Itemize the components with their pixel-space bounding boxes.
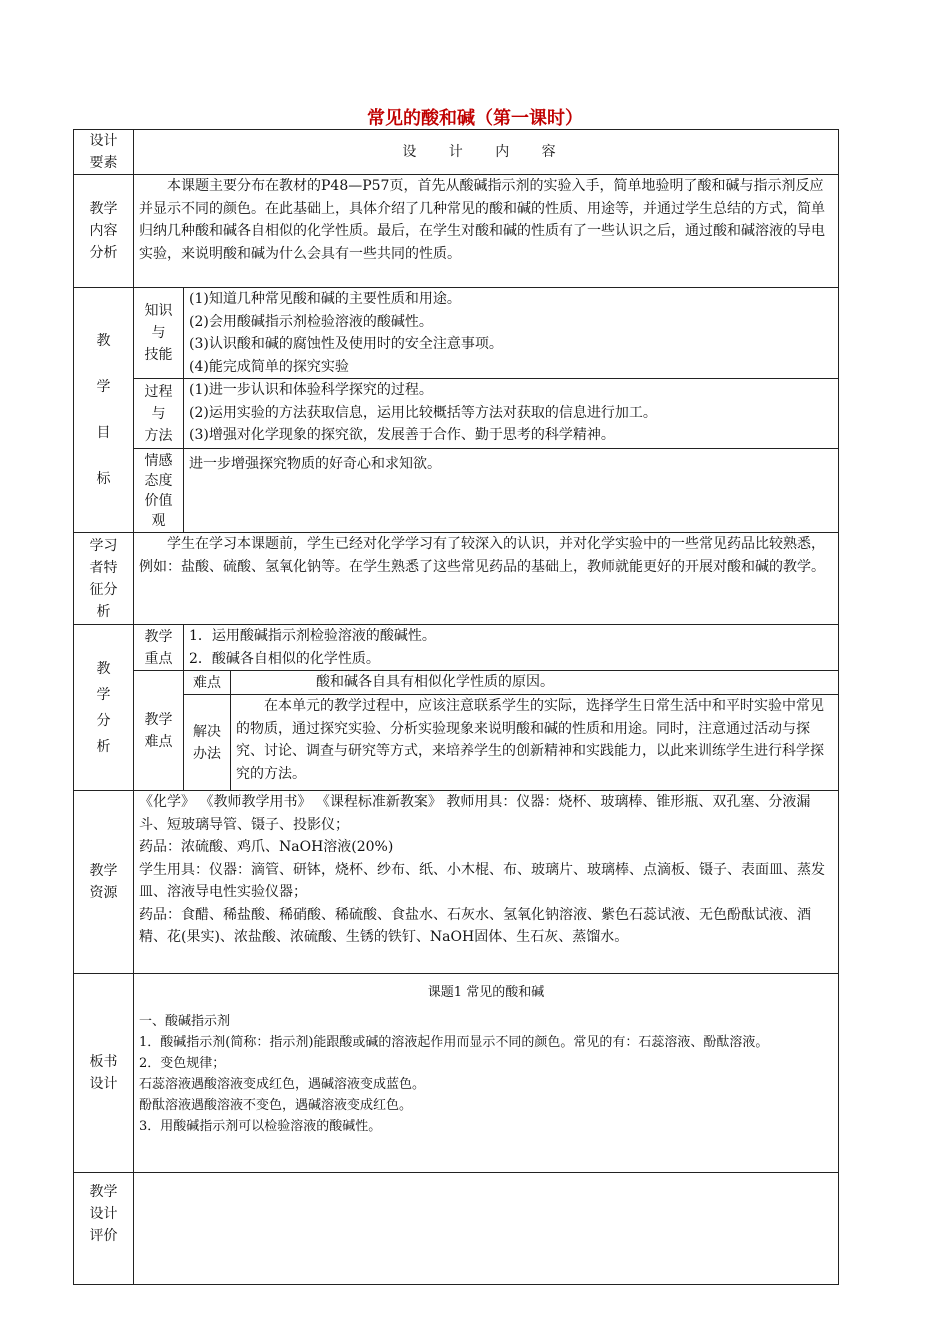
hard-label: 难点 — [184, 671, 231, 695]
header-content: 设 计 内 容 — [134, 130, 839, 175]
content-analysis-label: 教学 内容 分析 — [74, 175, 134, 288]
learner-label: 学习 者特 征分 析 — [74, 533, 134, 625]
page-title: 常见的酸和碱（第一课时） — [367, 108, 583, 129]
analysis-label: 教 学 分 析 — [74, 625, 134, 791]
emotion-label: 情感 态度 价值 观 — [134, 449, 184, 533]
resources-text: 《化学》 《教师教学用书》 《课程标准新教案》 教师用具：仪器：烧杯、玻璃棒、锥形瓶、双孔塞、分液漏斗、短玻璃导管、镊子、投影仪； 药品：浓硫酸、鸡爪、NaOH溶液(20%) 学生用具：仪器：滴管、研钵，烧杯、纱布、纸、小木棍、布、玻璃片、玻璃棒、点滴板、镊子、表面皿、蒸发皿、溶液导电性实验仪器； 药品：食醋、稀盐酸、稀硝酸、稀硫酸、食盐水、石灰水、氢氧化钠溶液、紫色石蕊试液、无色酚酞试液、酒精、花(果实)、浓盐酸、浓硫酸、生锈的铁钉、NaOH固体、生石灰、蒸馏水。 — [134, 791, 839, 974]
difficulty-label: 教学 难点 — [134, 671, 184, 791]
resources-label: 教学 资源 — [74, 791, 134, 974]
hard-text: 酸和碱各自具有相似化学性质的原因。 — [231, 671, 839, 695]
learner-text: 学生在学习本课题前，学生已经对化学学习有了较深入的认识，并对化学实验中的一些常见药品比较熟悉，例如：盐酸、硫酸、氢氧化钠等。在学生熟悉了这些常见药品的基础上，教师就能更好的开展对酸和碱的教学。 — [134, 533, 839, 625]
content-analysis-text: 本课题主要分布在教材的P48—P57页，首先从酸碱指示剂的实验入手，简单地验明了酸和碱与指示剂反应并显示不同的颜色。在此基础上，具体介绍了几种常见的酸和碱的性质、用途等，并通过学生总结的方式，简单归纳几种酸和碱各自相似的化学性质。最后，在学生对酸和碱的性质有了一些认识之后，通过酸和碱溶液的导电实验，来说明酸和碱为什么会具有一些共同的性质。 — [134, 175, 839, 288]
emotion-text: 进一步增强探究物质的好奇心和求知欲。 — [184, 449, 839, 533]
knowledge-items: (1)知道几种常见酸和碱的主要性质和用途。 (2)会用酸碱指示剂检验溶液的酸碱性。 (3)认识酸和碱的腐蚀性及使用时的安全注意事项。 (4)能完成简单的探究实验 — [184, 288, 839, 379]
solve-text: 在本单元的教学过程中，应该注意联系学生的实际，选择学生日常生活中和平时实验中常见的物质，通过探究实验、分析实验现象来说明酸和碱的性质和用途。同时，注意通过活动与探究、讨论、调查与研究等方式，来培养学生的创新精神和实践能力，以此来训练学生进行科学探究的方法。 — [231, 695, 839, 791]
header-label: 设计 要素 — [74, 130, 134, 175]
key-points-label: 教学 重点 — [134, 625, 184, 671]
process-label: 过程 与 方法 — [134, 379, 184, 449]
evaluation-content — [134, 1173, 839, 1285]
key-points-items: 1．运用酸碱指示剂检验溶液的酸碱性。 2．酸碱各自相似的化学性质。 — [184, 625, 839, 671]
knowledge-label: 知识 与 技能 — [134, 288, 184, 379]
evaluation-label: 教学 设计 评价 — [74, 1173, 134, 1285]
lesson-plan-table — [73, 129, 839, 1285]
goals-label: 教 学 目 标 — [74, 288, 134, 533]
board-content: 课题1 常见的酸和碱 一、酸碱指示剂 1．酸碱指示剂(简称：指示剂)能跟酸或碱的溶液起作用而显示不同的颜色。常见的有：石蕊溶液、酚酞溶液。 2．变色规律； 石蕊溶液遇酸溶液变成红色，遇碱溶液变成蓝色。 酚酞溶液遇酸溶液不变色，遇碱溶液变成红色。 3．用酸碱指示剂可以检验溶液的酸碱性。 — [134, 974, 839, 1173]
process-items: (1)进一步认识和体验科学探究的过程。 (2)运用实验的方法获取信息，运用比较概括等方法对获取的信息进行加工。 (3)增强对化学现象的探究欲，发展善于合作、勤于思考的科学精神。 — [184, 379, 839, 449]
board-label: 板书 设计 — [74, 974, 134, 1173]
solve-label: 解决 办法 — [184, 695, 231, 791]
